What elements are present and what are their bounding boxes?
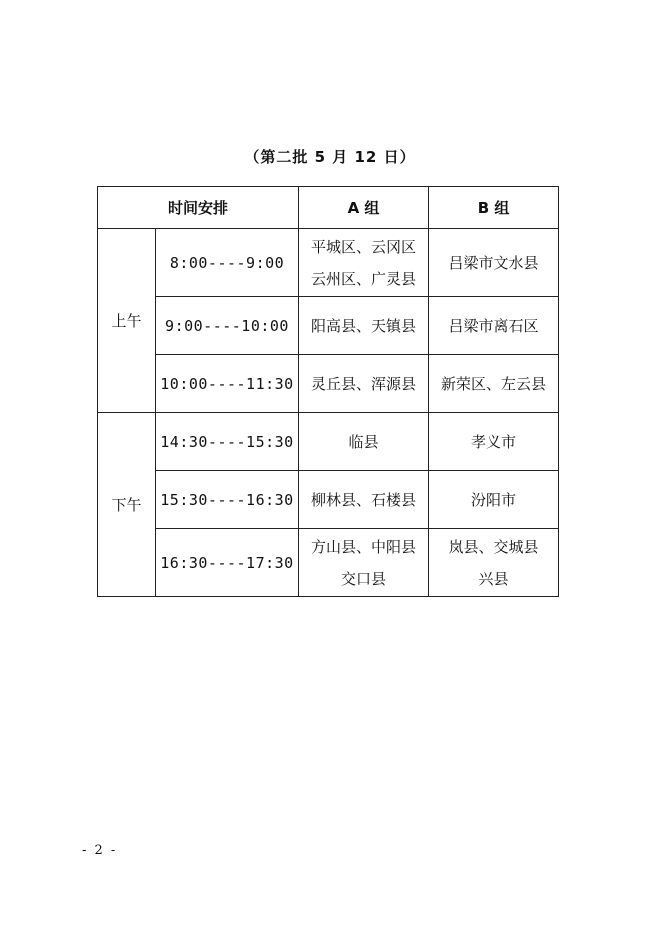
group-b-cell bbox=[429, 297, 559, 355]
time-slot: 9:00----10:00 bbox=[156, 297, 299, 355]
group-a-line: 平城区、云冈区 bbox=[311, 237, 417, 256]
group-a-cell bbox=[299, 413, 429, 471]
table-row bbox=[98, 297, 559, 355]
group-b-cell bbox=[429, 413, 559, 471]
table-header-row bbox=[98, 187, 559, 229]
group-a-line: 交口县 bbox=[341, 569, 387, 588]
header-group-a: A 组 bbox=[299, 187, 429, 229]
header-time: 时间安排 bbox=[98, 187, 299, 229]
group-a-cell bbox=[299, 471, 429, 529]
period-morning: 上午 bbox=[98, 229, 156, 413]
time-slot: 16:30----17:30 bbox=[156, 529, 299, 597]
group-a-line: 临县 bbox=[348, 432, 379, 451]
group-a-cell bbox=[299, 529, 429, 597]
group-a-line: 灵丘县、浑源县 bbox=[311, 374, 417, 393]
time-slot: 10:00----11:30 bbox=[156, 355, 299, 413]
group-b-line: 兴县 bbox=[478, 569, 509, 588]
group-a-cell bbox=[299, 355, 429, 413]
time-slot: 15:30----16:30 bbox=[156, 471, 299, 529]
group-b-line: 孝义市 bbox=[471, 432, 517, 451]
group-b-line: 新荣区、左云县 bbox=[441, 374, 547, 393]
group-b-line: 吕梁市文水县 bbox=[448, 253, 539, 272]
table-row bbox=[98, 529, 559, 597]
group-a-cell bbox=[299, 229, 429, 297]
time-slot: 8:00----9:00 bbox=[156, 229, 299, 297]
group-a-line: 云州区、广灵县 bbox=[311, 269, 417, 288]
group-a-cell bbox=[299, 297, 429, 355]
schedule-table bbox=[97, 186, 559, 597]
group-a-line: 柳林县、石楼县 bbox=[311, 490, 417, 509]
group-b-cell bbox=[429, 529, 559, 597]
group-a-line: 方山县、中阳县 bbox=[311, 537, 417, 556]
group-b-line: 吕梁市离石区 bbox=[448, 316, 539, 335]
group-b-cell bbox=[429, 471, 559, 529]
page-number: - 2 - bbox=[82, 843, 118, 858]
group-b-line: 岚县、交城县 bbox=[448, 537, 539, 556]
batch-heading: （第二批 5 月 12 日） bbox=[244, 148, 416, 166]
table-row bbox=[98, 229, 559, 297]
group-b-line: 汾阳市 bbox=[471, 490, 517, 509]
group-a-line: 阳高县、天镇县 bbox=[311, 316, 417, 335]
group-b-cell bbox=[429, 229, 559, 297]
table-row bbox=[98, 355, 559, 413]
table-row bbox=[98, 471, 559, 529]
table-row bbox=[98, 413, 559, 471]
group-b-cell bbox=[429, 355, 559, 413]
header-group-b: B 组 bbox=[429, 187, 559, 229]
time-slot: 14:30----15:30 bbox=[156, 413, 299, 471]
period-afternoon: 下午 bbox=[98, 413, 156, 597]
